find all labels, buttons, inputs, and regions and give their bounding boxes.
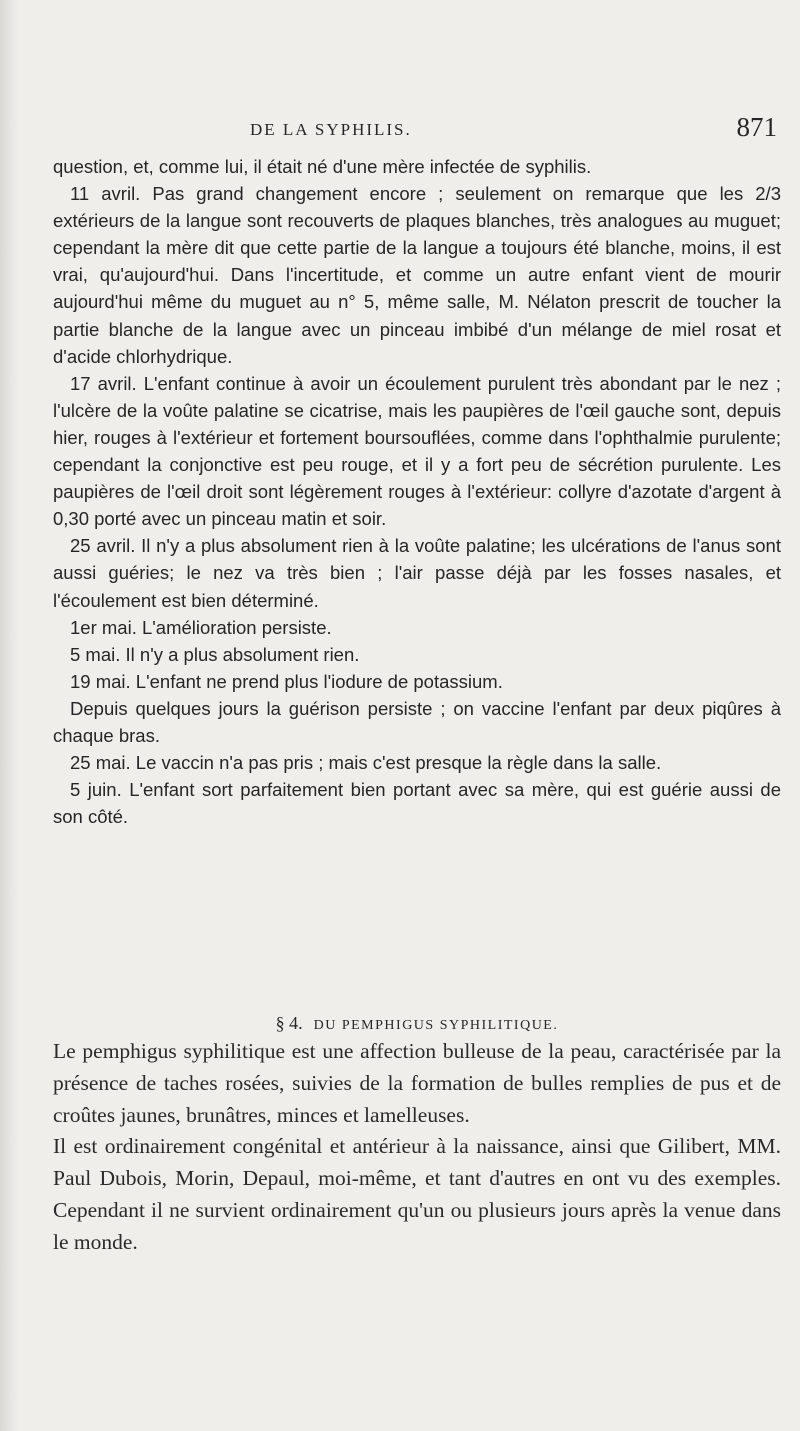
paragraph: Depuis quelques jours la guérison persiste ; on vaccine l'enfant par deux piqûres à chaque bras. <box>53 697 781 746</box>
page-number: 871 <box>736 112 777 142</box>
section-heading <box>53 1013 781 1034</box>
paragraph: 25 mai. Le vaccin n'a pas pris ; mais c'est presque la règle dans la salle. <box>70 752 662 774</box>
page-edge-shadow <box>0 0 18 1431</box>
paragraph: 5 juin. L'enfant sort parfaitement bien portant avec sa mère, qui est guérie aussi de son côté. <box>53 779 781 828</box>
paragraph: 1er mai. L'amélioration persiste. <box>70 616 332 638</box>
running-head <box>40 112 780 152</box>
paragraph: question, et, comme lui, il était né d'une mère infectée de syphilis. <box>53 156 592 177</box>
case-notes <box>53 153 781 830</box>
section-body <box>53 1036 781 1259</box>
running-title: DE LA SYPHILIS. <box>250 120 412 139</box>
paragraph: 25 avril. Il n'y a plus absolument rien à la voûte palatine; les ulcérations de l'anus sont aussi guéries; le nez va très bien ; l'air passe déjà par les fosses nasales, et l'écoulement est bien déterminé. <box>53 535 781 611</box>
paragraph: 11 avril. Pas grand changement encore ; seulement on remarque que les 2/3 extérieurs de la langue sont recouverts de plaques blanches, très analogues au muguet; cependant la mère dit que cette partie de la langue a toujours été blanche, moins, il est vrai, qu'aujourd'hui. Dans l'incertitude, et comme un autre enfant vient de mourir aujourd'hui même du muguet au n° 5, même salle, M. Nélaton prescrit de toucher la partie blanche de la langue avec un pinceau imbibé d'un mélange de miel rosat et d'acide chlorhydrique. <box>53 183 781 367</box>
section-number: § 4. <box>275 1013 303 1033</box>
paragraph: Le pemphigus syphilitique est une affection bulleuse de la peau, caractérisée par la présence de taches rosées, suivies de la formation de bulles remplies de pus et de croûtes jaunes, brunâtres, minces et lamelleuses. <box>53 1039 781 1127</box>
paragraph: 5 mai. Il n'y a plus absolument rien. <box>70 643 360 665</box>
section-title: DU PEMPHIGUS SYPHILITIQUE. <box>313 1018 559 1033</box>
paragraph: 17 avril. L'enfant continue à avoir un écoulement purulent très abondant par le nez ; l'ulcère de la voûte palatine se cicatrise, mais les paupières de l'œil gauche sont, depuis hier, rouges à l'extérieur et fortement boursouflées, comme dans l'ophthalmie purulente; cependant la conjonctive est peu rouge, et il y a fort peu de sécrétion purulente. Les paupières de l'œil droit sont légèrement rouges à l'extérieur: collyre d'azotate d'argent à 0,30 porté avec un pinceau matin et soir. <box>53 372 781 530</box>
paragraph: 19 mai. L'enfant ne prend plus l'iodure de potassium. <box>70 670 503 692</box>
paragraph: Il est ordinairement congénital et antérieur à la naissance, ainsi que Gilibert, MM. Paul Dubois, Morin, Depaul, moi-même, et tant d'autres en ont vu des exemples. Cependant il ne survient ordinairement qu'un ou plusieurs jours après la venue dans le monde. <box>53 1134 781 1254</box>
